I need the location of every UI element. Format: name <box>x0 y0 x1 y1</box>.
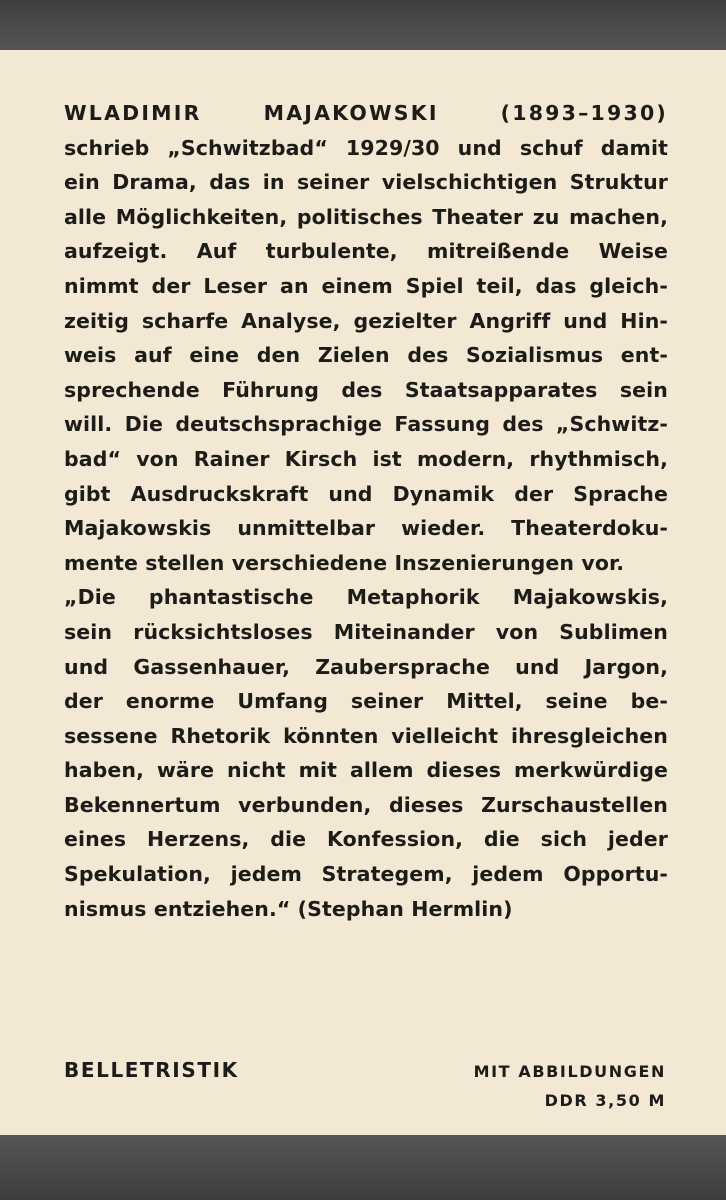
quote-line: und Gassenhauer, Zaubersprache und Jargon, <box>64 654 668 679</box>
blurb-line: Majakowskis unmittelbar wieder. Theaterdoku- <box>64 516 668 541</box>
quote-line: haben, wäre nicht mit allem dieses merkwürdige <box>64 758 668 783</box>
blurb-line: sprechende Führung des Staatsapparates sein <box>64 377 668 402</box>
top-page-edge <box>0 0 726 50</box>
quote-line: Spekulation, jedem Strategem, jedem Opportu- <box>64 862 668 887</box>
blurb-text <box>64 96 668 926</box>
blurb-line: alle Möglichkeiten, politisches Theater zu machen, <box>64 204 668 229</box>
blurb-line: schrieb „Schwitzbad“ 1929/30 und schuf damit <box>64 135 668 160</box>
quote-line: der enorme Umfang seiner Mittel, seine be- <box>64 689 668 714</box>
price-label: DDR 3,50 M <box>544 1091 666 1110</box>
blurb-line: zeitig scharfe Analyse, gezielter Angriff und Hin- <box>64 308 668 333</box>
quote-line: eines Herzens, die Konfession, die sich jeder <box>64 827 668 852</box>
blurb-line: will. Die deutschsprachige Fassung des „Schwitz- <box>64 412 668 437</box>
quote-line: „Die phantastische Metaphorik Majakowskis, <box>64 585 668 610</box>
quote-line: Bekennertum verbunden, dieses Zurschaustellen <box>64 792 668 817</box>
blurb-line: nimmt der Leser an einem Spiel teil, das gleich- <box>64 273 668 298</box>
blurb-line: bad“ von Rainer Kirsch ist modern, rhythmisch, <box>64 446 668 471</box>
blurb-line: mente stellen verschiedene Inszenierungen vor. <box>64 550 625 575</box>
blurb-line: weis auf eine den Zielen des Sozialismus ent- <box>64 343 668 368</box>
quote-line: sein rücksichtsloses Miteinander von Sublimen <box>64 619 668 644</box>
illustrations-label: MIT ABBILDUNGEN <box>473 1062 666 1081</box>
blurb-line: ein Drama, das in seiner vielschichtigen Struktur <box>64 170 668 195</box>
bottom-page-edge <box>0 1135 726 1200</box>
genre-label: BELLETRISTIK <box>64 1058 239 1082</box>
blurb-line: WLADIMIR MAJAKOWSKI (1893–1930) <box>64 101 668 125</box>
quote-line: nismus entziehen.“ (Stephan Hermlin) <box>64 896 513 921</box>
footer-info <box>474 1062 666 1110</box>
blurb-line: aufzeigt. Auf turbulente, mitreißende Weise <box>64 239 668 264</box>
blurb-line: gibt Ausdruckskraft und Dynamik der Sprache <box>64 481 668 506</box>
quote-line: sessene Rhetorik könnten vielleicht ihresgleichen <box>64 723 668 748</box>
